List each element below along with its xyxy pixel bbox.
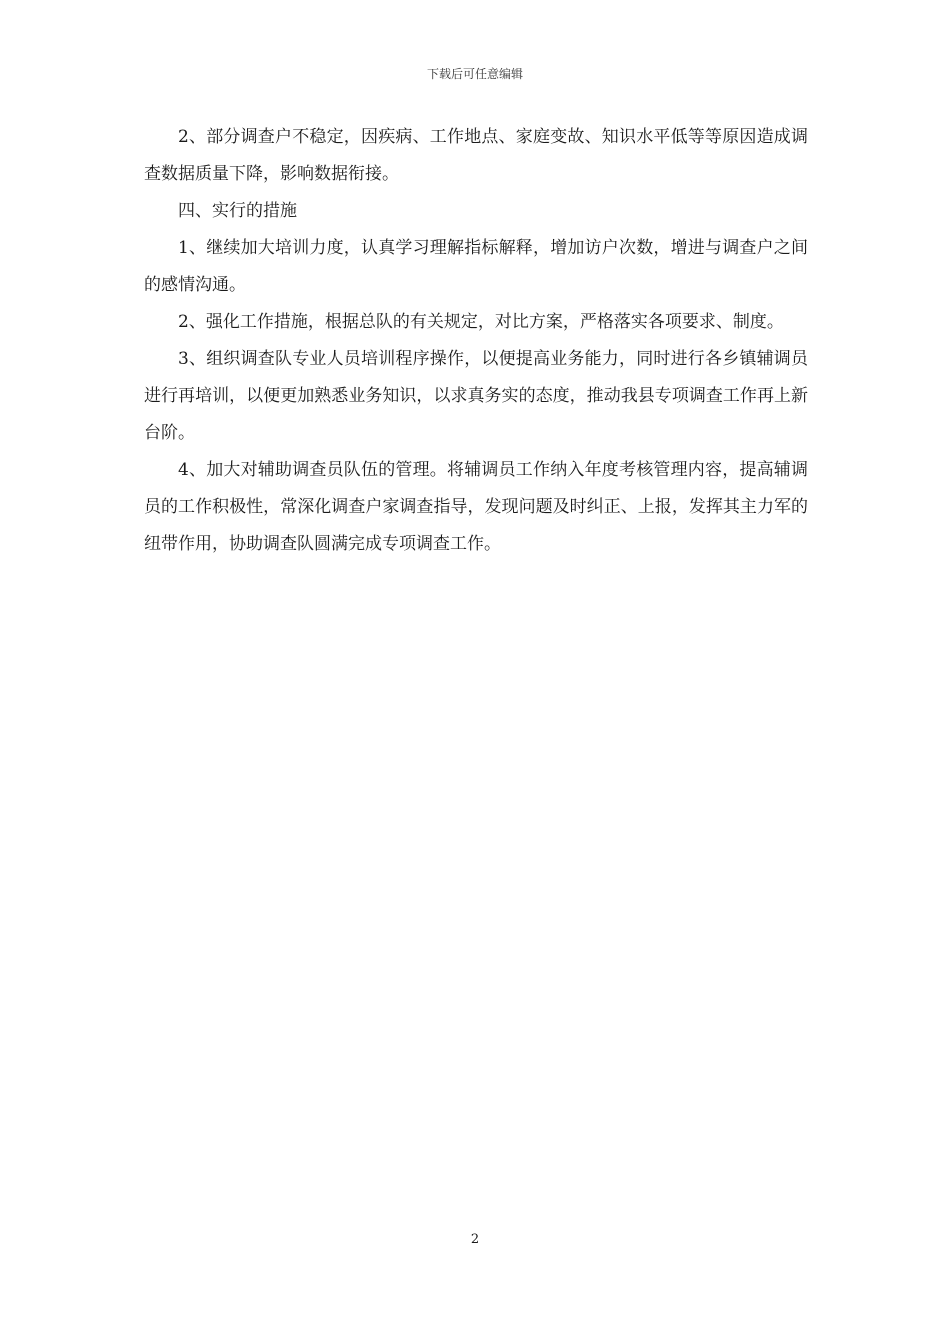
paragraph-problem-2: 2、部分调查户不稳定，因疾病、工作地点、家庭变故、知识水平低等等原因造成调查数据质量下降，影响数据衔接。	[144, 127, 808, 184]
paragraph-measure-3: 3、组织调查队专业人员培训程序操作，以便提高业务能力，同时进行各乡镇辅调员进行再培训，以便更加熟悉业务知识，以求真务实的态度，推动我县专项调查工作再上新台阶。	[144, 349, 808, 443]
page-header: 下载后可任意编辑	[426, 67, 523, 81]
paragraph-measure-1: 1、继续加大培训力度，认真学习理解指标解释，增加访户次数，增进与调查户之间的感情沟通。	[144, 238, 808, 295]
document-body	[144, 119, 808, 563]
page-number: 2	[470, 1232, 480, 1247]
paragraph-measure-4: 4、加大对辅助调查员队伍的管理。将辅调员工作纳入年度考核管理内容，提高辅调员的工作积极性，常深化调查户家调查指导，发现问题及时纠正、上报，发挥其主力军的纽带作用，协助调查队圆满完成专项调查工作。	[144, 460, 808, 554]
section-heading-measures: 四、实行的措施	[178, 201, 297, 221]
paragraph-measure-2: 2、强化工作措施，根据总队的有关规定，对比方案，严格落实各项要求、制度。	[178, 312, 784, 332]
